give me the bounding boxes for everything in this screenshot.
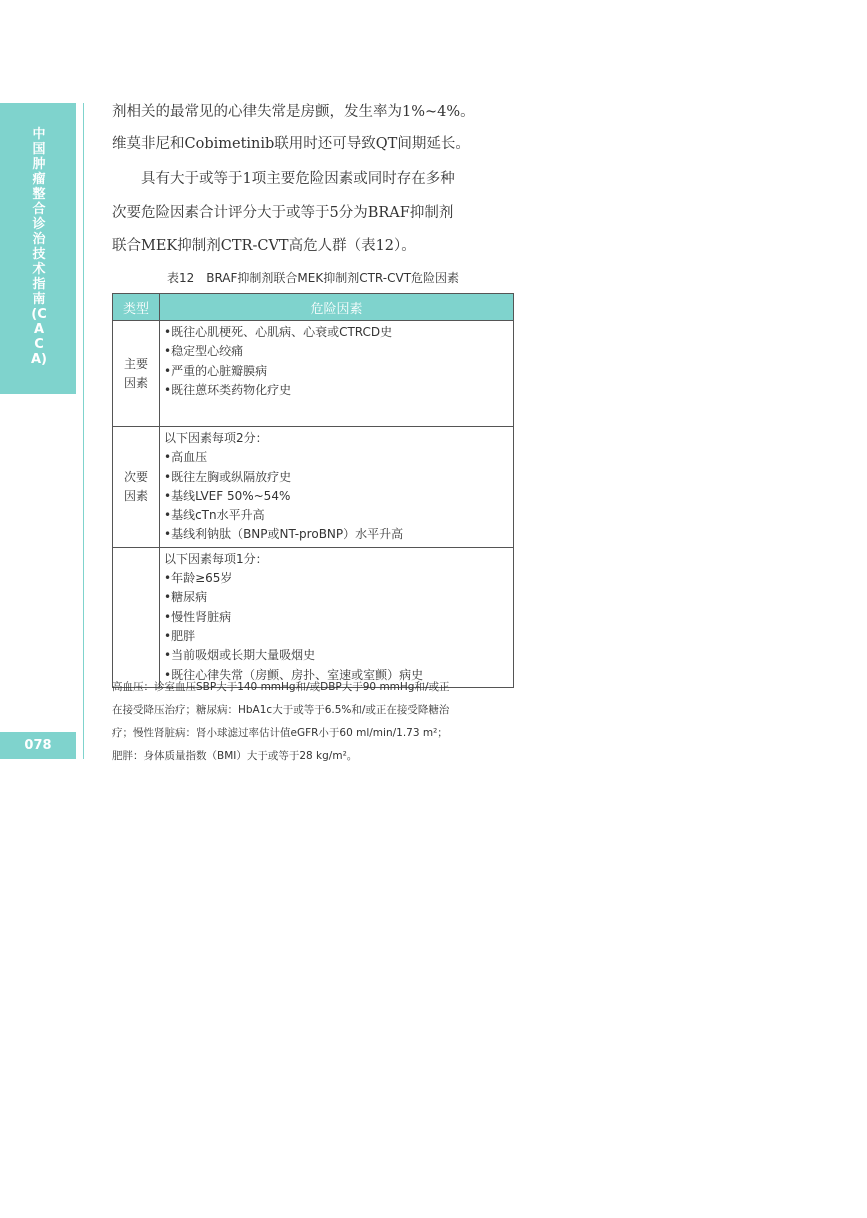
risk-item: •肥胖 [164, 628, 196, 643]
risk-item: 以下因素每项2分： [164, 431, 268, 445]
risk-item: •既往左胸或纵隔放疗史 [164, 469, 292, 484]
category-cell [113, 321, 160, 427]
risk-item: •既往心肌梗死、心肌病、心衰或CTRCD史 [164, 325, 393, 339]
category-cell [113, 427, 160, 548]
category-label: 因素 [123, 375, 148, 390]
risk-item: •年龄≥65岁 [164, 571, 233, 586]
side-tab [0, 103, 76, 394]
page-number: 078 [0, 732, 76, 759]
guide-title: 中国肿瘤整合诊治技术指南(CACA) [30, 127, 47, 367]
risk-item: •基线利钠肽（BNP或NT-proBNP）水平升高 [164, 527, 404, 542]
table-footnotes [112, 676, 518, 768]
risk-item: •既往心律失常（房颤、房扑、室速或室颤）病史 [164, 667, 424, 682]
risk-item: •当前吸烟或长期大量吸烟史 [164, 648, 316, 663]
category-cell [113, 547, 160, 687]
risk-item: •稳定型心绞痛 [164, 344, 244, 359]
footnote-line: 高血压：诊室血压SBP大于140 mmHg和/或DBP大于90 mmHg和/或正 [112, 681, 450, 693]
risk-item: •严重的心脏瓣膜病 [164, 363, 268, 378]
risk-items-cell [160, 547, 514, 687]
risk-factor-table [112, 293, 514, 688]
risk-item: •糖尿病 [164, 590, 208, 605]
header-type: 类型 [113, 294, 160, 321]
risk-item: •基线LVEF 50%~54% [164, 488, 291, 503]
risk-item: •高血压 [164, 450, 208, 465]
header-risk-factors: 危险因素 [160, 294, 514, 321]
category-label: 次要 [123, 469, 148, 484]
risk-item: •基线cTn水平升高 [164, 508, 265, 523]
table-caption: 表12 BRAF抑制剂联合MEK抑制剂CTR-CVT危险因素 [166, 271, 460, 285]
footnote-line: 在接受降压治疗；糖尿病：HbA1c大于或等于6.5%和/或正在接受降糖治 [112, 704, 450, 716]
risk-item: 以下因素每项1分： [164, 551, 268, 566]
body-line: 具有大于或等于1项主要危险因素或同时存在多种 [112, 171, 455, 187]
risk-items-cell [160, 321, 514, 427]
body-line: 联合MEK抑制剂CTR-CVT高危人群（表12）。 [112, 238, 416, 254]
body-line: 剂相关的最常见的心律失常是房颤，发生率为1%~4%。 [112, 104, 475, 120]
table-row [113, 547, 514, 687]
body-line: 次要危险因素合计评分大于或等于5分为BRAF抑制剂 [112, 205, 454, 221]
risk-item: •慢性肾脏病 [164, 609, 232, 624]
category-label: 主要 [123, 356, 148, 371]
table-row [113, 321, 514, 427]
footnote-line: 疗；慢性肾脏病：肾小球滤过率估计值eGFR小于60 ml/min/1.73 m²； [112, 727, 448, 739]
footnote-line: 肥胖：身体质量指数（BMI）大于或等于28 kg/m²。 [112, 750, 358, 762]
risk-items-cell [160, 427, 514, 548]
margin-divider [83, 103, 84, 759]
table-row [113, 427, 514, 548]
body-line: 维莫非尼和Cobimetinib联用时还可导致QT间期延长。 [112, 136, 470, 152]
risk-item: •既往蒽环类药物化疗史 [164, 382, 292, 397]
category-label: 因素 [123, 488, 148, 503]
